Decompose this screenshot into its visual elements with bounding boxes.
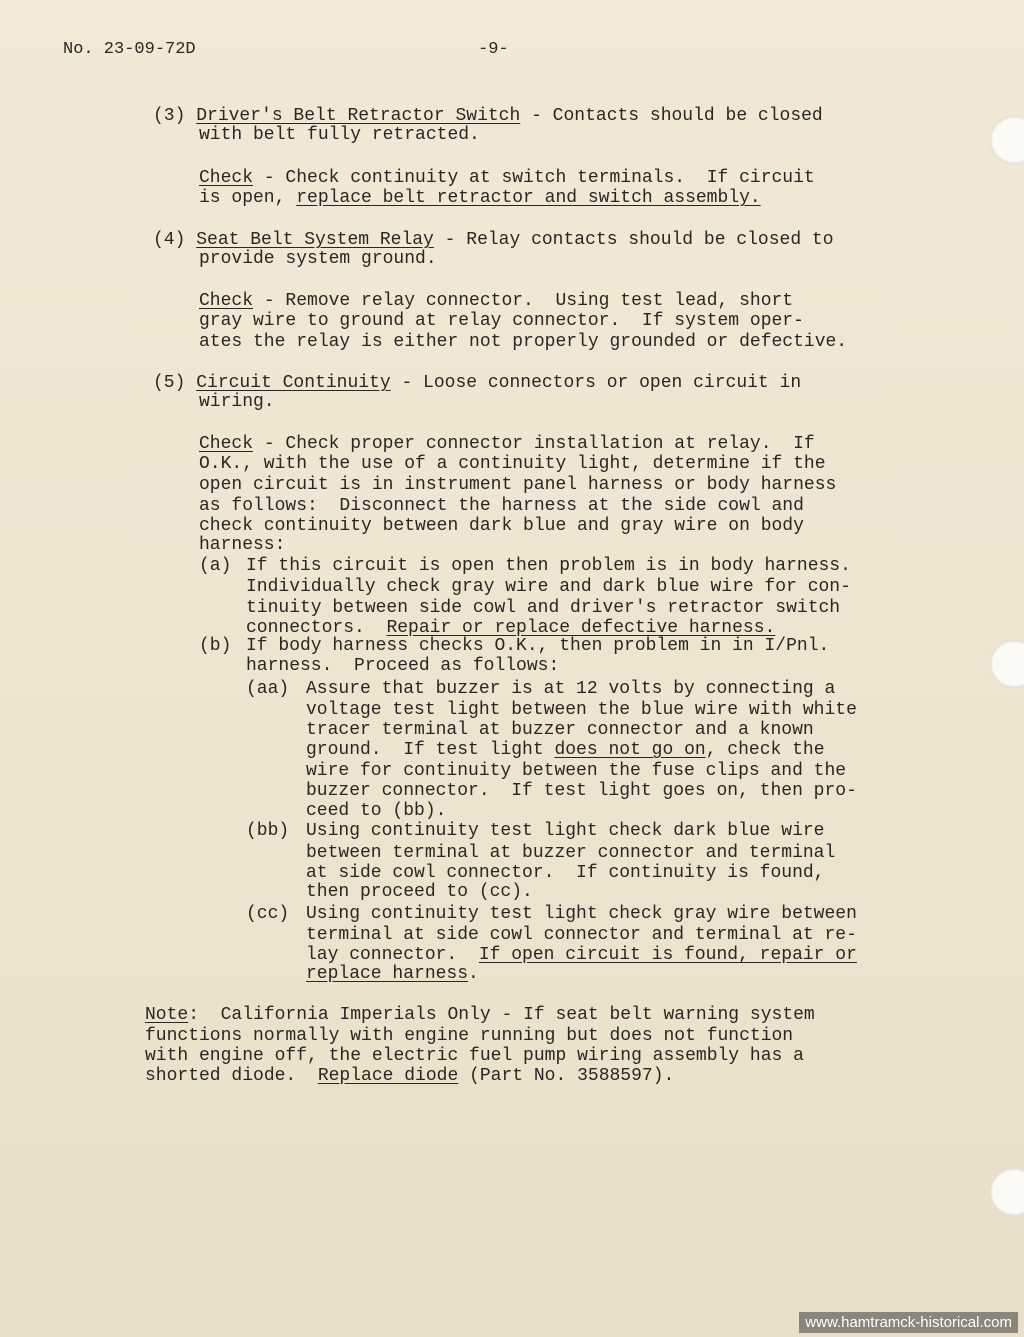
item-4-check-line-1: Check - Remove relay connector. Using test lead, short: [199, 291, 794, 311]
binder-hole-middle: [990, 640, 1024, 688]
item-5-line-1: (5) Circuit Continuity - Loose connectors or open circuit in: [153, 373, 802, 393]
sub-bb-line-3: at side cowl connector. If continuity is found,: [306, 863, 825, 883]
item-5-check-line-4: as follows: Disconnect the harness at the side cowl and: [199, 496, 804, 516]
sub-bb-line-1: Using continuity test light check dark blue wire: [306, 821, 825, 841]
site-watermark: www.hamtramck-historical.com: [799, 1312, 1018, 1333]
item-4-check-line-3: ates the relay is either not properly grounded or defective.: [199, 332, 848, 352]
item-4-line-1: (4) Seat Belt System Relay - Relay contacts should be closed to: [153, 230, 834, 250]
sub-b-line-2: harness. Proceed as follows:: [246, 656, 560, 676]
sub-a-line-3: tinuity between side cowl and driver's retractor switch: [246, 598, 841, 618]
item-4-check-line-2: gray wire to ground at relay connector. If system oper-: [199, 311, 804, 331]
item-3-line-2: with belt fully retracted.: [199, 125, 480, 145]
sub-aa-line-7: ceed to (bb).: [306, 801, 447, 821]
sub-bb-label: (bb): [246, 821, 290, 841]
item-3-line-1: (3) Driver's Belt Retractor Switch - Contacts should be closed: [153, 106, 823, 126]
item-4-title: Seat Belt System Relay: [196, 230, 434, 250]
sub-cc-line-3: lay connector. If open circuit is found, repair or: [306, 945, 857, 965]
binder-hole-bottom: [990, 1168, 1024, 1216]
sub-b-label: (b): [199, 636, 232, 656]
note-line-4: shorted diode. Replace diode (Part No. 3588597).: [145, 1066, 675, 1086]
item-3-check-line-2: is open, replace belt retractor and switch assembly.: [199, 188, 761, 208]
sub-aa-line-4: ground. If test light does not go on, check the: [306, 740, 825, 760]
sub-aa-line-6: buzzer connector. If test light goes on, then pro-: [306, 781, 857, 801]
item-5-title: Circuit Continuity: [196, 373, 391, 393]
note-line-1: Note: California Imperials Only - If seat belt warning system: [145, 1005, 815, 1025]
sub-aa-line-5: wire for continuity between the fuse clips and the: [306, 761, 847, 781]
sub-a-label: (a): [199, 556, 232, 576]
sub-aa-line-1: Assure that buzzer is at 12 volts by connecting a: [306, 679, 836, 699]
note-line-2: functions normally with engine running but does not function: [145, 1026, 794, 1046]
binder-hole-top: [990, 116, 1024, 164]
sub-cc-line-1: Using continuity test light check gray wire between: [306, 904, 857, 924]
sub-aa-line-2: voltage test light between the blue wire with white: [306, 700, 857, 720]
sub-cc-label: (cc): [246, 904, 290, 924]
sub-cc-line-4: replace harness.: [306, 964, 479, 984]
document-number: No. 23-09-72D: [63, 40, 196, 59]
item-4-line-2: provide system ground.: [199, 249, 437, 269]
item-5-check-line-2: O.K., with the use of a continuity light, determine if the: [199, 454, 826, 474]
sub-a-line-2: Individually check gray wire and dark blue wire for con-: [246, 577, 851, 597]
sub-bb-line-2: between terminal at buzzer connector and terminal: [306, 843, 836, 863]
sub-cc-line-2: terminal at side cowl connector and terminal at re-: [306, 925, 857, 945]
sub-a-line-1: If this circuit is open then problem is in body harness.: [246, 556, 851, 576]
sub-bb-line-4: then proceed to (cc).: [306, 882, 533, 902]
item-3-title: Driver's Belt Retractor Switch: [196, 106, 521, 126]
sub-aa-label: (aa): [246, 679, 290, 699]
item-3-check-line-1: Check - Check continuity at switch terminals. If circuit: [199, 168, 815, 188]
item-5-check-line-1: Check - Check proper connector installation at relay. If: [199, 434, 815, 454]
page-number: -9-: [478, 40, 509, 59]
item-5-check-line-5: check continuity between dark blue and gray wire on body: [199, 516, 804, 536]
item-5-check-line-6: harness:: [199, 535, 286, 555]
sub-a-line-4: connectors. Repair or replace defective harness.: [246, 618, 776, 638]
item-5-line-2: wiring.: [199, 392, 275, 412]
note-line-3: with engine off, the electric fuel pump wiring assembly has a: [145, 1046, 804, 1066]
sub-b-line-1: If body harness checks O.K., then problem in in I/Pnl.: [246, 636, 830, 656]
sub-aa-line-3: tracer terminal at buzzer connector and a known: [306, 720, 814, 740]
item-5-check-line-3: open circuit is in instrument panel harness or body harness: [199, 475, 837, 495]
